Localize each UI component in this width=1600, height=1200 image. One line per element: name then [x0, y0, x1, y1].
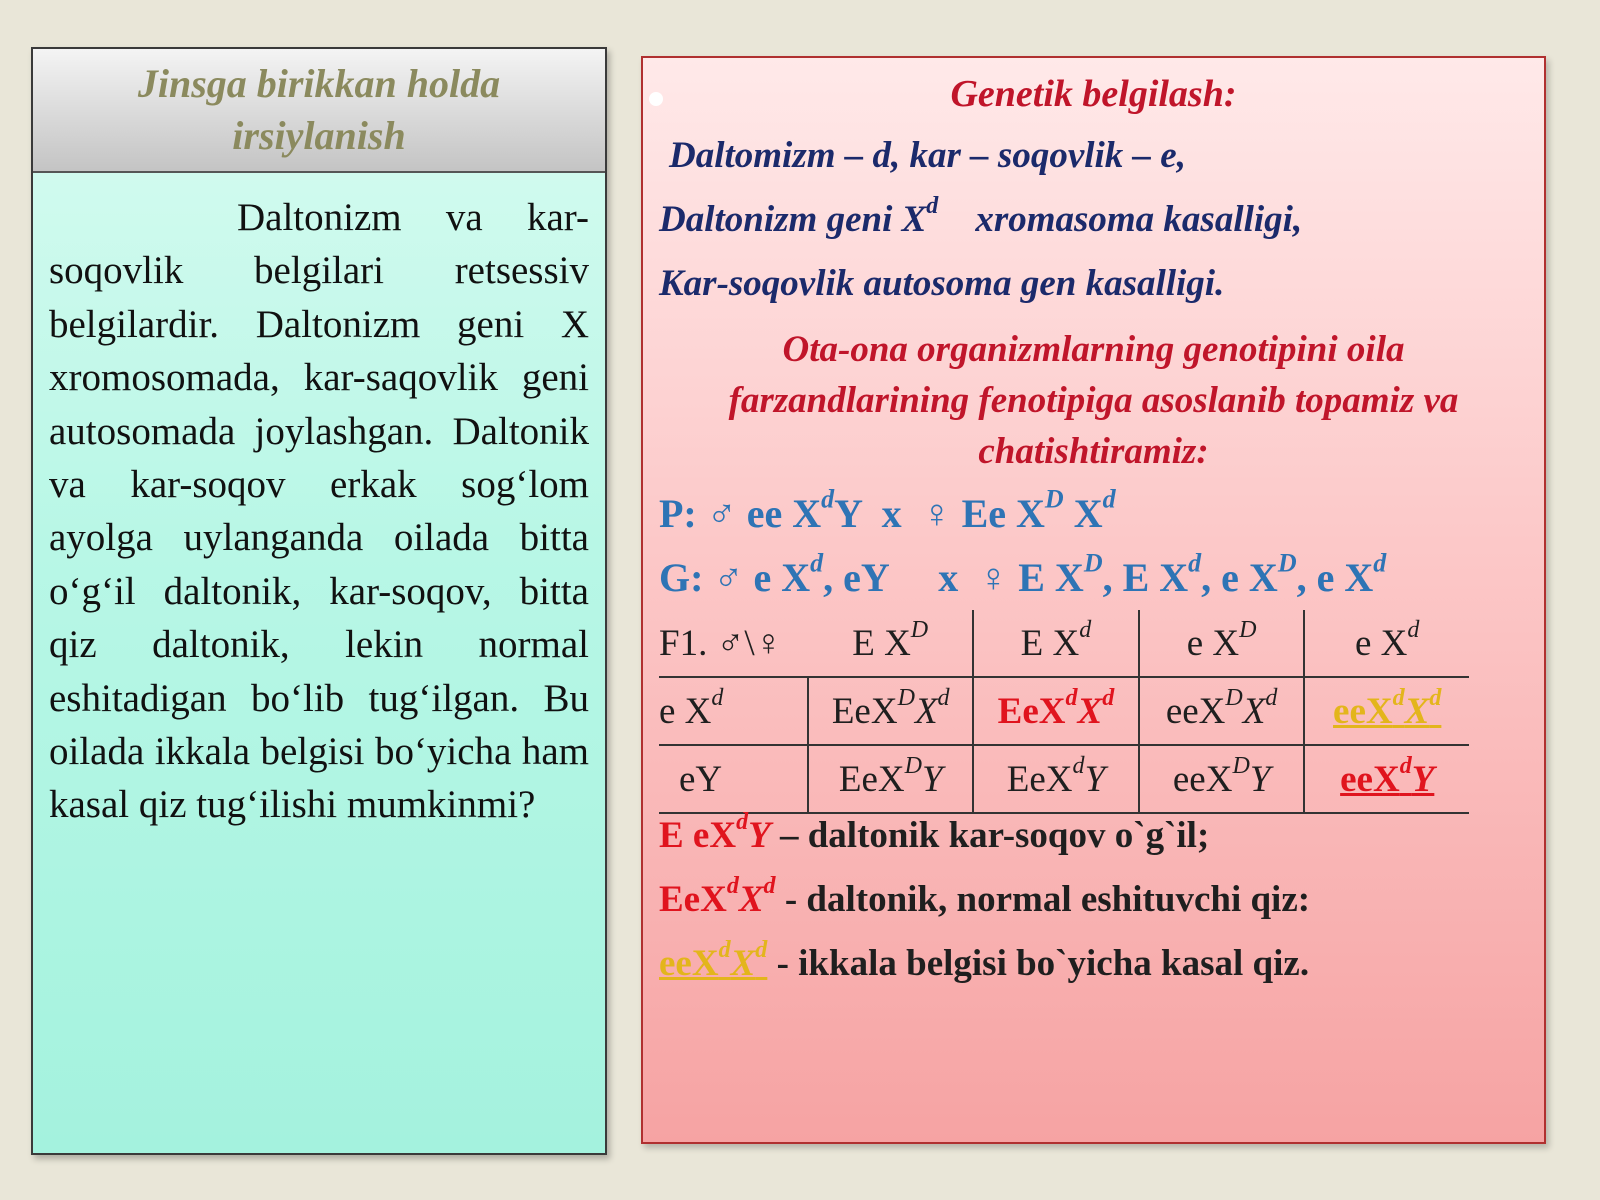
header-gamete-1 [808, 610, 973, 677]
gamete-text: e X [659, 690, 712, 732]
gametes-label: G: [659, 555, 704, 600]
notation-line-2-text: Daltonizm geni X [659, 199, 927, 240]
header-gamete-2 [973, 610, 1139, 677]
female-gametes-sup-1: D [1083, 548, 1103, 578]
parents-label: P: [659, 491, 697, 536]
male-genotype-text: ♂ ee X [706, 491, 822, 536]
problem-text: Daltonizm va kar-soqovlik belgilari retsessiv belgilardir. Daltonizm geni X xromosomada, kar-saqovlik geni autosomada joylashgan. Daltonik va kar-soqov erkak sog‘lom ayolga uylanganda oilada bitta o‘g‘il daltonik, kar-soqov, bitta qiz daltonik, lekin normal eshitadigan bo‘lib tug‘ilgan. Bu oilada ikkala belgisi bo‘yicha ham kasal qiz tug‘ilishi mumkinmi? [49, 196, 589, 827]
result-code-2 [659, 872, 776, 920]
cell-text: Y [1411, 758, 1435, 800]
table-cell [808, 745, 973, 813]
highlight-cell-red [1304, 745, 1469, 813]
punnett-header-row [659, 610, 1469, 677]
cell-text: X [1077, 690, 1103, 732]
gamete-sup: d [1407, 616, 1420, 643]
instruction-text: Ota-ona organizmlarning genotipini oila farzandlarining fenotipiga asoslanib topamiz va chatishtiramiz: [728, 329, 1459, 472]
cell-text: Y [1084, 758, 1106, 800]
female-genotype-mid: X [1063, 491, 1103, 536]
cell-text: eeX [1340, 758, 1400, 800]
cell-text: X [1242, 690, 1266, 732]
cell-sup: D [1232, 752, 1250, 779]
result-code-3 [659, 936, 768, 984]
cell-sup: D [904, 752, 922, 779]
result-code-mid: X [730, 943, 756, 984]
highlight-cell-red [973, 677, 1139, 745]
parents-line [659, 484, 1116, 537]
cell-sup: d [1065, 684, 1078, 711]
cell-text: Y [1249, 758, 1271, 800]
result-text-1: – daltonik kar-soqov o`g`il; [770, 815, 1210, 856]
gamete-text: e X [1355, 622, 1408, 664]
row-gamete-2: eY [659, 745, 808, 813]
result-line-1 [659, 808, 1210, 857]
result-code-sup: d [718, 936, 731, 963]
female-gametes-3: , e X [1201, 555, 1278, 600]
header-gamete-4 [1304, 610, 1469, 677]
gamete-text: E X [1020, 622, 1080, 664]
cell-sup: D [897, 684, 915, 711]
problem-panel [31, 47, 607, 1155]
cell-sup: d [1399, 752, 1412, 779]
female-gametes-sup-4: d [1373, 548, 1387, 578]
gamete-sup: d [1079, 616, 1092, 643]
female-genotype [921, 484, 1116, 536]
cell-text: eeX [1165, 690, 1226, 732]
notation-line-3: Kar-soqovlik autosoma gen kasalligi. [659, 263, 1225, 304]
female-gametes-4: , e X [1296, 555, 1374, 600]
gamete-sup: D [1239, 616, 1257, 643]
gamete-text: E X [852, 622, 911, 664]
cell-text: EeX [838, 758, 905, 800]
f1-label: F1. ♂\♀ [659, 622, 783, 664]
table-cell [808, 677, 973, 745]
result-code-text: eeX [659, 943, 719, 984]
female-gametes-sup-2: d [1188, 548, 1202, 578]
panel-title: Jinsga birikkan holda irsiylanish [33, 49, 605, 173]
solution-panel [641, 56, 1546, 1144]
cell-sup: D [1225, 684, 1243, 711]
cell-text: X [1404, 690, 1430, 732]
result-line-2 [659, 872, 1311, 921]
result-code-text: E eX [659, 815, 737, 856]
cell-text: eeX [1172, 758, 1233, 800]
female-gametes-2: , E X [1102, 555, 1189, 600]
row-gamete-1 [659, 677, 808, 745]
notation-line-1: Daltomizm – d, kar – soqovlik – e, [669, 135, 1186, 176]
result-code-sup: d [763, 872, 776, 899]
male-gametes-sup: d [810, 548, 824, 578]
female-gametes-sup-3: D [1277, 548, 1297, 578]
cell-text: EeX [831, 690, 898, 732]
cell-sup: d [937, 684, 950, 711]
cell-sup: d [1265, 684, 1278, 711]
cell-sup: d [1429, 684, 1442, 711]
result-code-1 [659, 808, 771, 856]
male-gametes: ♂ e X [713, 555, 811, 600]
gamete-sup: D [910, 616, 929, 643]
gamete-text: e X [1186, 622, 1240, 664]
female-gametes: ♀ E X [978, 555, 1084, 600]
table-cell [1139, 677, 1305, 745]
cell-sup: d [1072, 752, 1085, 779]
gamete-sup: d [711, 684, 724, 711]
notation-line-2-tail: xromasoma kasalligi, [938, 199, 1303, 240]
punnett-row-2 [659, 745, 1469, 813]
highlight-cell-gold [1304, 677, 1469, 745]
female-genotype-sup-1: D [1044, 484, 1064, 514]
table-cell [1139, 745, 1305, 813]
punnett-corner [659, 610, 808, 677]
result-code-sup: d [755, 936, 768, 963]
table-cell [973, 745, 1139, 813]
result-text-2: - daltonik, normal eshituvchi qiz: [775, 879, 1311, 920]
cell-text: Y [921, 758, 943, 800]
solution-heading: Genetik belgilash: [950, 73, 1237, 115]
cell-sup: d [1102, 684, 1115, 711]
header-gamete-3 [1139, 610, 1305, 677]
result-code-sup: d [736, 808, 749, 835]
result-code-tail: Y [748, 815, 771, 856]
punnett-row-1 [659, 677, 1469, 745]
punnett-square [659, 610, 1469, 814]
cell-sup: d [1392, 684, 1405, 711]
result-text-3: - ikkala belgisi bo`yicha kasal qiz. [767, 943, 1310, 984]
female-genotype-sup-2: d [1102, 484, 1116, 514]
gametes-line [659, 548, 1387, 601]
male-genotype-sup: d [821, 484, 835, 514]
result-code-mid: X [738, 879, 764, 920]
male-genotype [706, 484, 922, 536]
cell-text: eeX [1333, 690, 1393, 732]
male-gametes-tail: , eY x [823, 555, 979, 600]
female-genotype-text: ♀ Ee X [921, 491, 1045, 536]
cell-text: EeX [1006, 758, 1073, 800]
result-line-3 [659, 936, 1310, 985]
result-code-text: EeX [659, 879, 727, 920]
cell-text: EeX [997, 690, 1066, 732]
notation-line-2 [659, 192, 1303, 241]
cell-text: X [914, 690, 938, 732]
result-code-sup: d [726, 872, 739, 899]
notation-line-2-sup: d [926, 192, 939, 219]
male-genotype-tail: Y x [834, 491, 922, 536]
